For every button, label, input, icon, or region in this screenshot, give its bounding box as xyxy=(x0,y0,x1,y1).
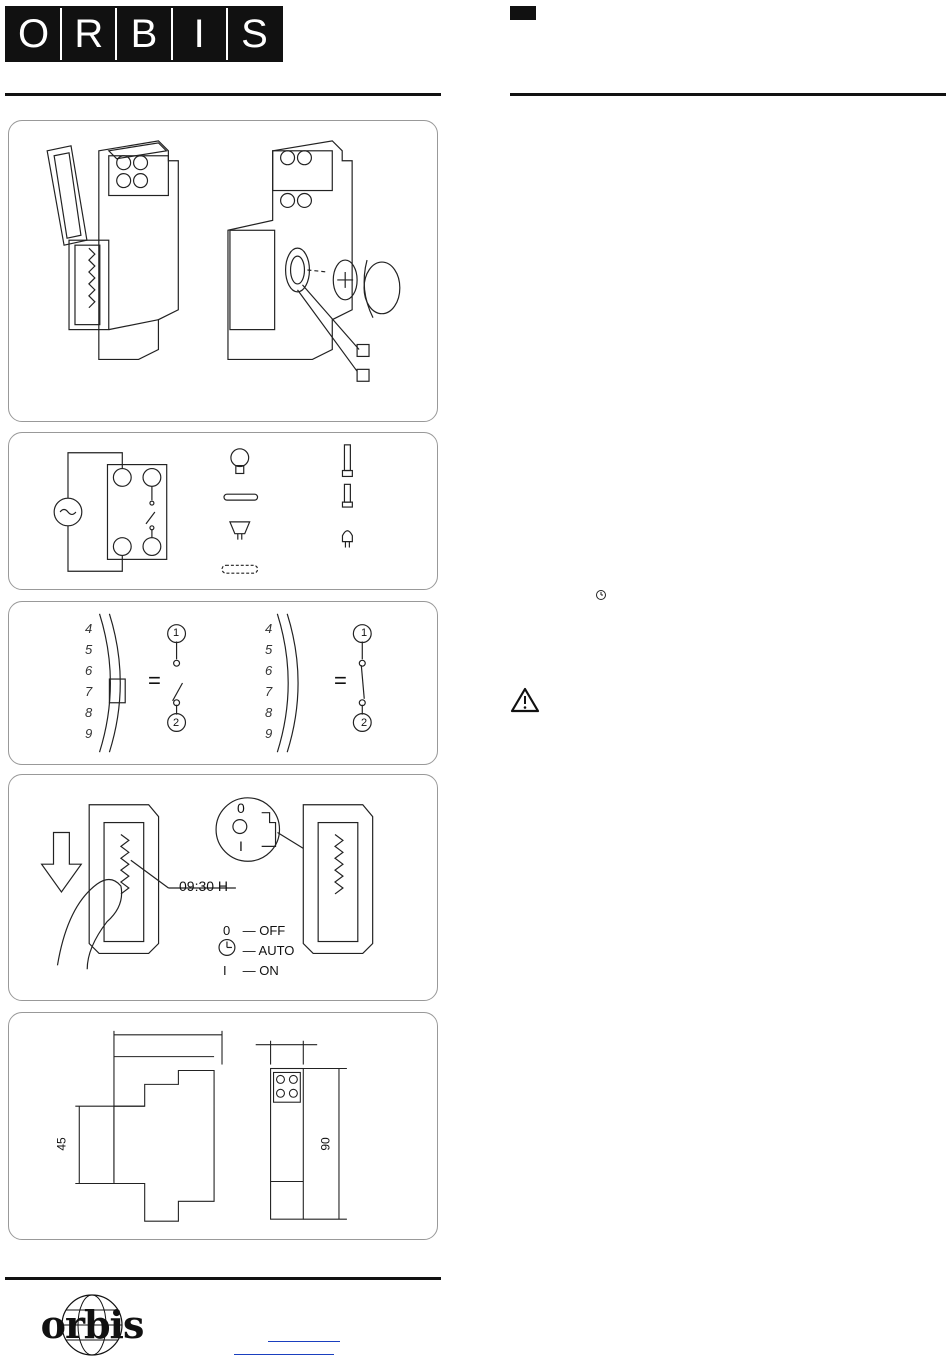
inset-on-label: I xyxy=(239,838,243,854)
dial-number: 5 xyxy=(85,642,93,657)
legend-symbol: 0 xyxy=(223,923,231,938)
terminal-1-label: 1 xyxy=(361,627,368,639)
legend-row-on xyxy=(223,961,294,981)
halogen-icon xyxy=(230,522,250,540)
header-rule-left xyxy=(5,93,441,96)
fluorescent-tube-icon xyxy=(224,494,258,500)
legend-dash: — xyxy=(242,963,256,978)
footer-rule xyxy=(5,1277,441,1280)
logo-letter: I xyxy=(173,8,228,60)
equals-sign: = xyxy=(334,668,347,693)
panel-time-setting xyxy=(8,774,438,1001)
logo-letter: O xyxy=(7,8,62,60)
dial-number: 9 xyxy=(265,726,273,741)
orbis-logo xyxy=(5,6,283,62)
device-front-right xyxy=(303,805,372,954)
legend-row-auto xyxy=(223,941,294,961)
dial-number: 8 xyxy=(265,705,273,720)
logo-letter: B xyxy=(117,8,172,60)
legend-label: OFF xyxy=(259,923,286,938)
terminal-2-label: 2 xyxy=(173,717,180,729)
time-label: 09:30 H xyxy=(179,878,229,894)
dimensions-illustration xyxy=(9,1013,437,1239)
dial-number: 9 xyxy=(85,726,93,741)
logo-letter: S xyxy=(228,8,281,60)
language-tag-block xyxy=(510,6,536,20)
dial-numbers-left xyxy=(85,618,92,744)
front-view xyxy=(256,1041,347,1219)
footer-logo-text: orbis xyxy=(40,1302,144,1347)
dial-illustration xyxy=(9,602,437,764)
footer-link-underline[interactable] xyxy=(234,1354,334,1355)
dial-number: 7 xyxy=(265,684,273,699)
dial-number: 4 xyxy=(85,621,93,636)
device-front-left xyxy=(57,805,158,970)
device-open-cover xyxy=(47,141,178,360)
panel-dial-contacts xyxy=(8,601,438,765)
dial-numbers-right xyxy=(265,618,272,744)
dial-number: 6 xyxy=(85,663,93,678)
wiring-illustration xyxy=(9,433,437,589)
terminal-1-label: 1 xyxy=(173,627,180,639)
legend-symbol: I xyxy=(223,963,227,978)
panel-wiring-loads xyxy=(8,432,438,590)
mode-legend xyxy=(223,921,294,981)
legend-row-off xyxy=(223,921,294,941)
footer-link-underline[interactable] xyxy=(268,1341,340,1342)
clock-icon xyxy=(595,589,607,601)
dimension-90-label: 90 xyxy=(318,1137,333,1151)
led-icon xyxy=(342,531,352,548)
linear-lamp-icon xyxy=(222,565,258,573)
dial-number: 7 xyxy=(85,684,93,699)
down-arrow-icon xyxy=(42,832,82,891)
mode-switch-inset xyxy=(216,798,303,861)
equals-sign: = xyxy=(148,668,161,693)
side-view xyxy=(75,1031,222,1221)
compact-lamp-icon xyxy=(342,445,352,507)
legend-label: ON xyxy=(259,963,279,978)
inset-off-label: 0 xyxy=(237,800,245,816)
legend-dash: — xyxy=(242,923,256,938)
legend-dash: — xyxy=(242,943,256,958)
terminal-2-label: 2 xyxy=(361,717,368,729)
footer-globe-logo xyxy=(36,1292,148,1358)
dimension-45-label: 45 xyxy=(54,1137,69,1151)
legend-label: AUTO xyxy=(258,943,295,958)
dial-number: 6 xyxy=(265,663,273,678)
wiring-diagram xyxy=(54,453,167,571)
bulb-icon xyxy=(231,449,249,474)
dial-number: 4 xyxy=(265,621,273,636)
device-side-battery xyxy=(228,141,400,381)
device-battery-illustration xyxy=(9,121,437,421)
dial-number: 8 xyxy=(85,705,93,720)
logo-letter: R xyxy=(62,8,117,60)
dial-number: 5 xyxy=(265,642,273,657)
warning-icon xyxy=(510,686,540,714)
panel-dimensions xyxy=(8,1012,438,1240)
header-rule-right xyxy=(510,93,946,96)
panel-device-battery xyxy=(8,120,438,422)
